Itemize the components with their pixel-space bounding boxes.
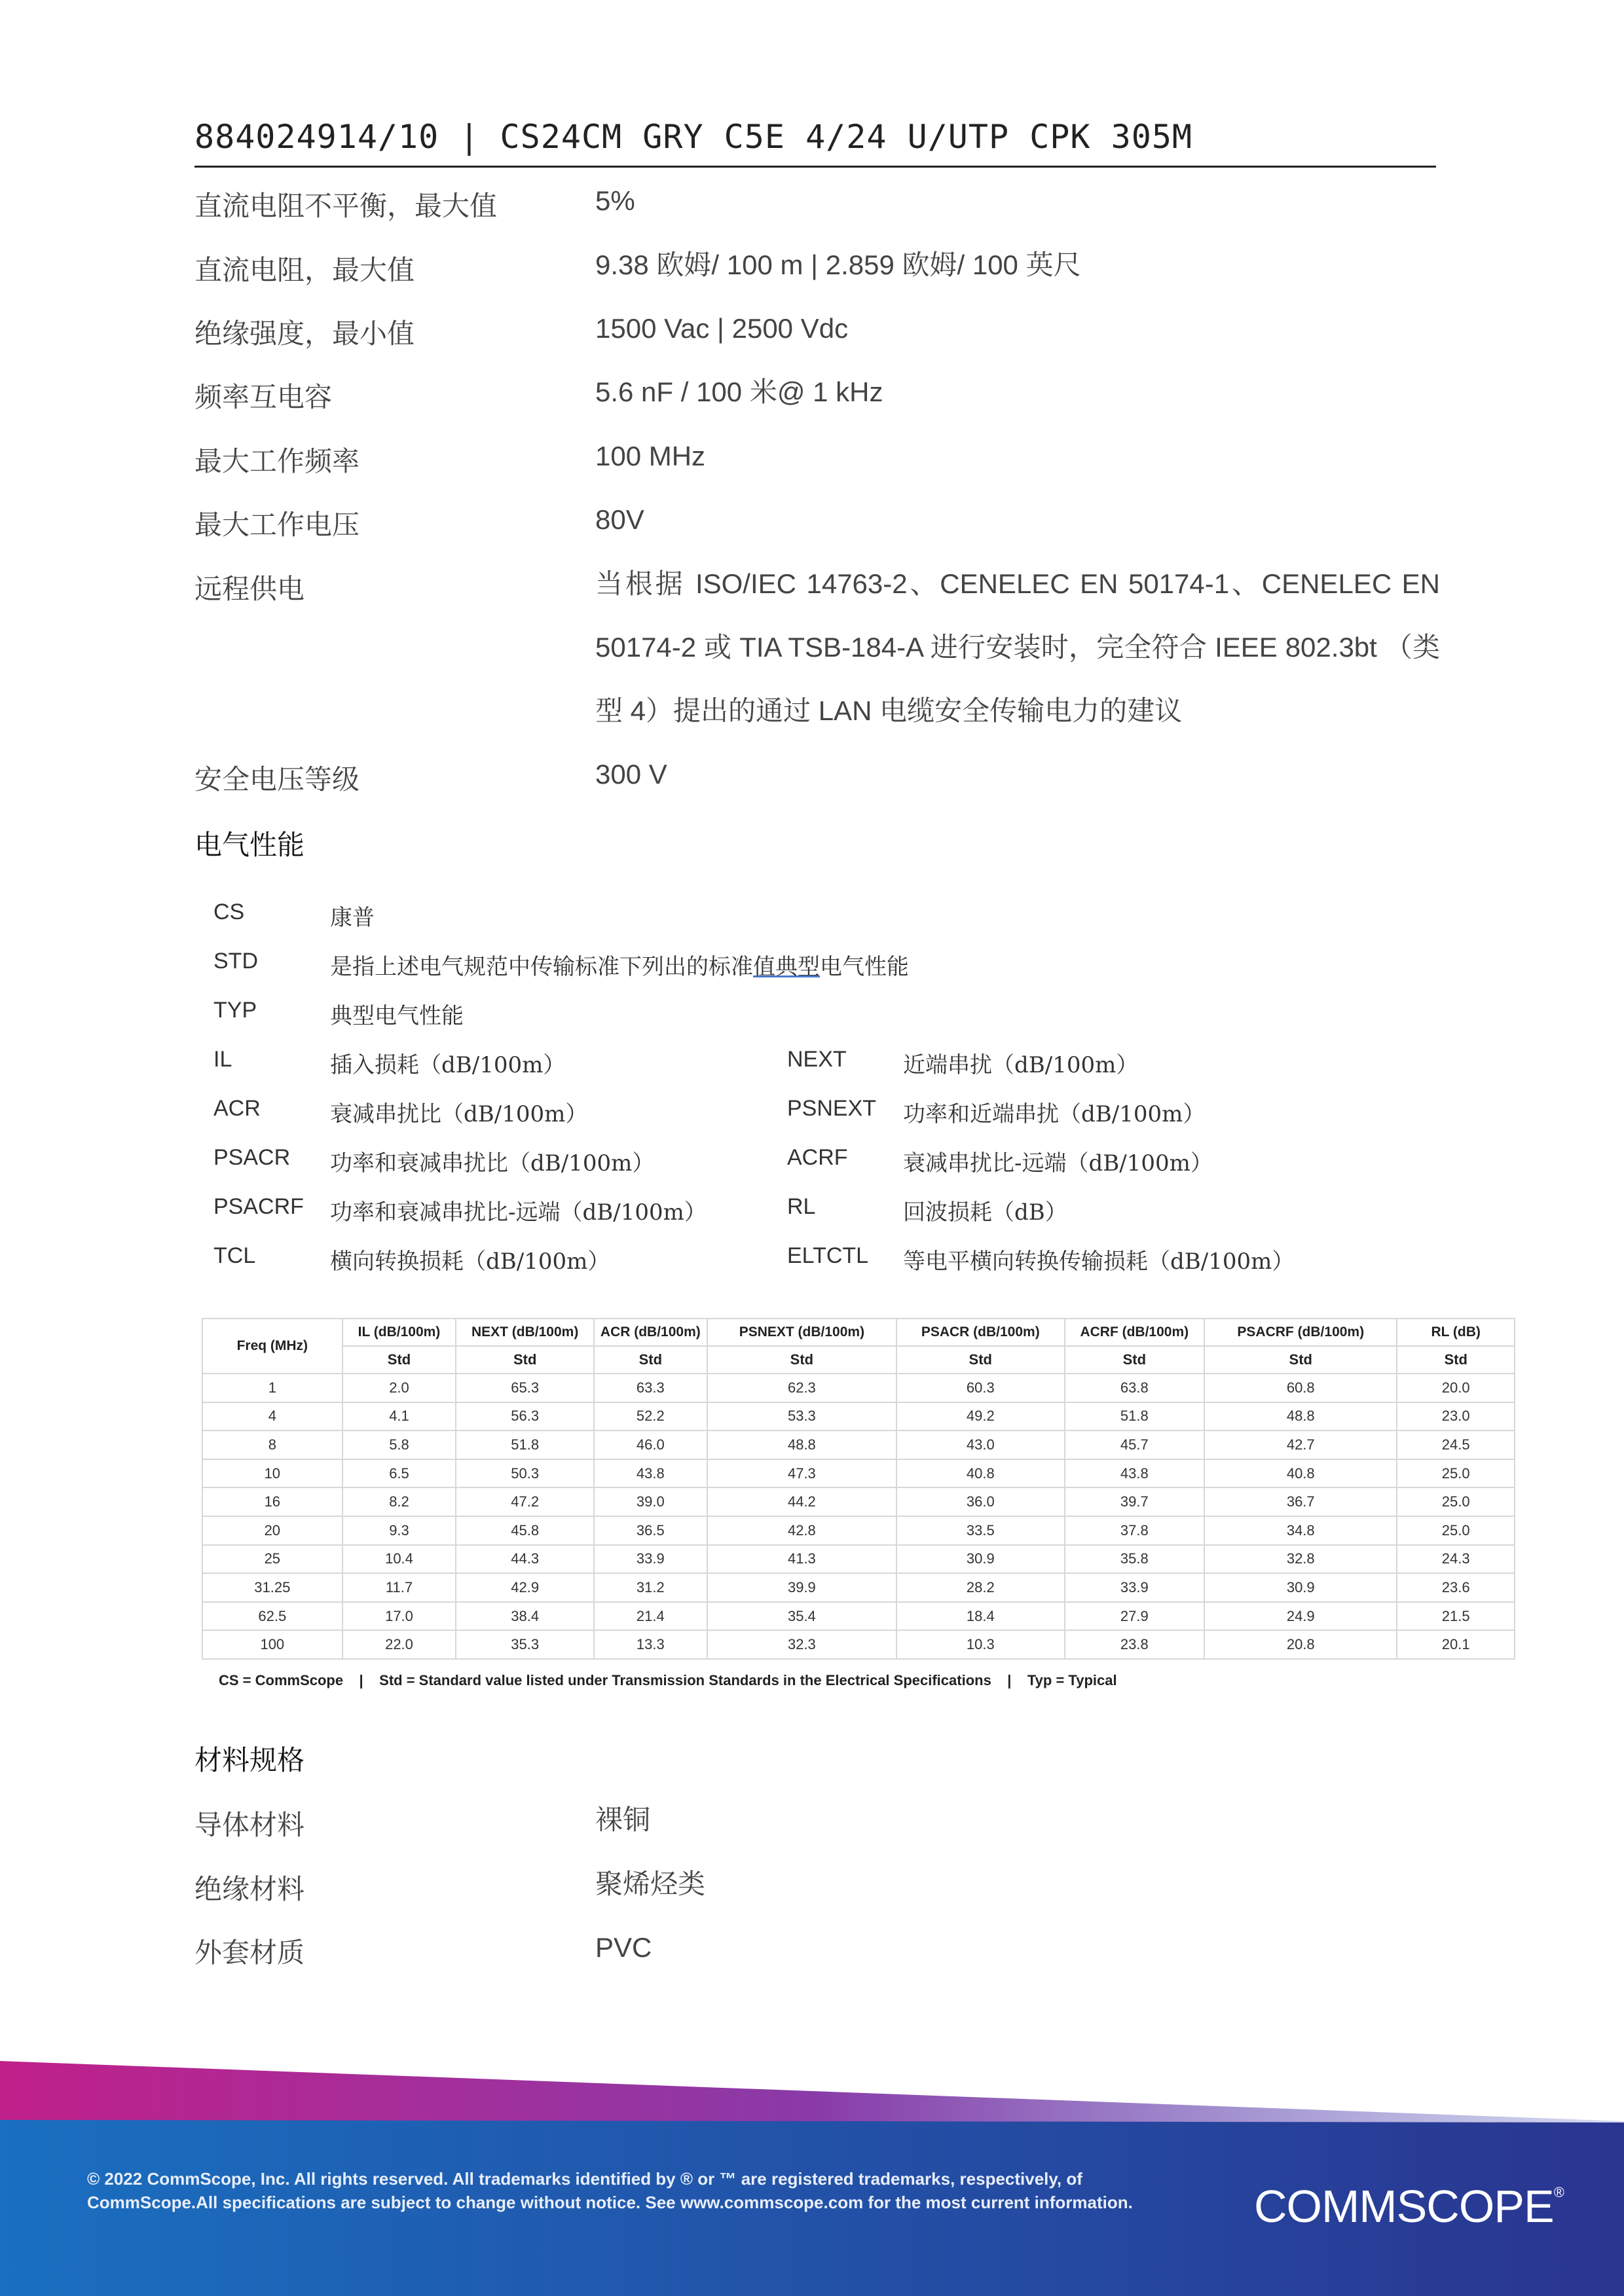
value-cell: 10.4 bbox=[342, 1545, 456, 1574]
spec-label: 绝缘强度，最小值 bbox=[194, 318, 415, 350]
abbr-term: ELTCTL bbox=[787, 1243, 869, 1268]
value-cell: 44.2 bbox=[707, 1487, 896, 1516]
value-cell: 65.3 bbox=[456, 1374, 594, 1402]
value-cell: 49.2 bbox=[896, 1402, 1064, 1431]
value-cell: 52.2 bbox=[594, 1402, 707, 1431]
freq-cell: 16 bbox=[202, 1487, 342, 1516]
column-header: PSACR (dB/100m) bbox=[896, 1319, 1064, 1346]
value-cell: 35.3 bbox=[456, 1630, 594, 1659]
value-cell: 25.0 bbox=[1397, 1487, 1515, 1516]
value-cell: 60.8 bbox=[1204, 1374, 1397, 1402]
sub-header: Std bbox=[456, 1346, 594, 1374]
value-cell: 47.2 bbox=[456, 1487, 594, 1516]
table-row bbox=[202, 1487, 1515, 1516]
abbr-desc: 衰减串扰比（dB/100m） bbox=[330, 1101, 588, 1127]
abbr-term: ACR bbox=[213, 1096, 261, 1121]
column-header: ACRF (dB/100m) bbox=[1065, 1319, 1205, 1346]
freq-cell: 31.25 bbox=[202, 1573, 342, 1602]
abbr-term: PSACR bbox=[213, 1145, 291, 1170]
value-cell: 23.8 bbox=[1065, 1630, 1205, 1659]
abbr-term: ACRF bbox=[787, 1145, 848, 1170]
value-cell: 62.3 bbox=[707, 1374, 896, 1402]
value-cell: 20.8 bbox=[1204, 1630, 1397, 1659]
table-row bbox=[202, 1573, 1515, 1602]
value-cell: 22.0 bbox=[342, 1630, 456, 1659]
value-cell: 13.3 bbox=[594, 1630, 707, 1659]
value-cell: 5.8 bbox=[342, 1430, 456, 1459]
abbr-desc: 回波损耗（dB） bbox=[903, 1199, 1067, 1226]
value-cell: 30.9 bbox=[896, 1545, 1064, 1574]
spec-label: 最大工作频率 bbox=[194, 445, 360, 477]
sub-header: Std bbox=[896, 1346, 1064, 1374]
abbr-term: TYP bbox=[213, 998, 257, 1023]
freq-cell: 100 bbox=[202, 1630, 342, 1659]
value-cell: 50.3 bbox=[456, 1459, 594, 1488]
value-cell: 11.7 bbox=[342, 1573, 456, 1602]
column-header: PSNEXT (dB/100m) bbox=[707, 1319, 896, 1346]
value-cell: 39.7 bbox=[1065, 1487, 1205, 1516]
value-cell: 40.8 bbox=[1204, 1459, 1397, 1488]
value-cell: 31.2 bbox=[594, 1573, 707, 1602]
value-cell: 25.0 bbox=[1397, 1459, 1515, 1488]
value-cell: 56.3 bbox=[456, 1402, 594, 1431]
sub-header: Std bbox=[1065, 1346, 1205, 1374]
abbr-term: PSNEXT bbox=[787, 1096, 877, 1121]
value-cell: 63.3 bbox=[594, 1374, 707, 1402]
value-cell: 36.7 bbox=[1204, 1487, 1397, 1516]
document-title: 884024914/10 | CS24CM GRY C5E 4/24 U/UTP CPK 305M bbox=[194, 118, 1436, 168]
abbr-term: TCL bbox=[213, 1243, 256, 1268]
value-cell: 36.0 bbox=[896, 1487, 1064, 1516]
value-cell: 6.5 bbox=[342, 1459, 456, 1488]
value-cell: 28.2 bbox=[896, 1573, 1064, 1602]
value-cell: 33.9 bbox=[1065, 1573, 1205, 1602]
value-cell: 40.8 bbox=[896, 1459, 1064, 1488]
freq-cell: 1 bbox=[202, 1374, 342, 1402]
value-cell: 43.8 bbox=[1065, 1459, 1205, 1488]
abbr-term: RL bbox=[787, 1194, 816, 1219]
table-legend-note: CS = CommScope | Std = Standard value listed under Transmission Standards in the Electrical Specifications | Typ = Typical bbox=[219, 1672, 1117, 1688]
freq-cell: 25 bbox=[202, 1545, 342, 1574]
spec-label: 直流电阻，最大值 bbox=[194, 254, 415, 286]
value-cell: 46.0 bbox=[594, 1430, 707, 1459]
value-cell: 20.1 bbox=[1397, 1630, 1515, 1659]
value-cell: 48.8 bbox=[1204, 1402, 1397, 1431]
spec-value: 当根据 ISO/IEC 14763-2、CENELEC EN 50174-1、CENELEC EN 50174-2 或 TIA TSB-184-A 进行安装时，完全符合 IEEE 802.3bt （类型 4）提出的通过 LAN 电缆安全传输电力的建议 bbox=[595, 568, 1440, 726]
abbr-desc: 插入损耗（dB/100m） bbox=[330, 1052, 566, 1078]
value-cell: 32.3 bbox=[707, 1630, 896, 1659]
sub-header: Std bbox=[1397, 1346, 1515, 1374]
abbr-term: CS bbox=[213, 900, 245, 924]
abbr-desc: 近端串扰（dB/100m） bbox=[903, 1052, 1139, 1078]
value-cell: 41.3 bbox=[707, 1545, 896, 1574]
spec-value: 5.6 nF / 100 米@ 1 kHz bbox=[595, 376, 883, 407]
value-cell: 38.4 bbox=[456, 1602, 594, 1631]
value-cell: 27.9 bbox=[1065, 1602, 1205, 1631]
spec-label: 安全电压等级 bbox=[194, 763, 360, 795]
sub-header: Std bbox=[1204, 1346, 1397, 1374]
value-cell: 48.8 bbox=[707, 1430, 896, 1459]
value-cell: 24.3 bbox=[1397, 1545, 1515, 1574]
value-cell: 51.8 bbox=[456, 1430, 594, 1459]
material-label: 外套材质 bbox=[194, 1937, 305, 1969]
value-cell: 34.8 bbox=[1204, 1516, 1397, 1545]
spec-value: 300 V bbox=[595, 759, 667, 790]
value-cell: 4.1 bbox=[342, 1402, 456, 1431]
value-cell: 33.5 bbox=[896, 1516, 1064, 1545]
value-cell: 45.7 bbox=[1065, 1430, 1205, 1459]
value-cell: 37.8 bbox=[1065, 1516, 1205, 1545]
table-row bbox=[202, 1430, 1515, 1459]
table-row bbox=[202, 1602, 1515, 1631]
column-header: PSACRF (dB/100m) bbox=[1204, 1319, 1397, 1346]
material-value: PVC bbox=[595, 1932, 652, 1963]
table-row bbox=[202, 1374, 1515, 1402]
freq-cell: 8 bbox=[202, 1430, 342, 1459]
abbr-term: NEXT bbox=[787, 1047, 847, 1072]
sub-header: Std bbox=[707, 1346, 896, 1374]
abbr-desc: 等电平横向转换传输损耗（dB/100m） bbox=[903, 1248, 1295, 1275]
value-cell: 43.8 bbox=[594, 1459, 707, 1488]
value-cell: 30.9 bbox=[1204, 1573, 1397, 1602]
value-cell: 63.8 bbox=[1065, 1374, 1205, 1402]
section-heading-electrical: 电气性能 bbox=[194, 829, 305, 861]
column-header: IL (dB/100m) bbox=[342, 1319, 456, 1346]
column-header: NEXT (dB/100m) bbox=[456, 1319, 594, 1346]
spec-label: 最大工作电压 bbox=[194, 509, 360, 541]
value-cell: 8.2 bbox=[342, 1487, 456, 1516]
freq-cell: 10 bbox=[202, 1459, 342, 1488]
table-row bbox=[202, 1402, 1515, 1431]
value-cell: 42.7 bbox=[1204, 1430, 1397, 1459]
value-cell: 43.0 bbox=[896, 1430, 1064, 1459]
abbr-desc: 功率和衰减串扰比（dB/100m） bbox=[330, 1150, 655, 1176]
value-cell: 47.3 bbox=[707, 1459, 896, 1488]
column-header: RL (dB) bbox=[1397, 1319, 1515, 1346]
value-cell: 42.8 bbox=[707, 1516, 896, 1545]
value-cell: 35.8 bbox=[1065, 1545, 1205, 1574]
spec-label: 直流电阻不平衡，最大值 bbox=[194, 190, 498, 222]
value-cell: 20.0 bbox=[1397, 1374, 1515, 1402]
abbr-desc: 是指上述电气规范中传输标准下列出的标准值典型电气性能 bbox=[330, 954, 909, 980]
abbr-desc: 典型电气性能 bbox=[330, 1003, 464, 1029]
material-label: 绝缘材料 bbox=[194, 1873, 305, 1905]
value-cell: 51.8 bbox=[1065, 1402, 1205, 1431]
value-cell: 39.0 bbox=[594, 1487, 707, 1516]
spec-value: 9.38 欧姆/ 100 m | 2.859 欧姆/ 100 英尺 bbox=[595, 249, 1081, 280]
spec-value: 1500 Vac | 2500 Vdc bbox=[595, 313, 849, 344]
sub-header: Std bbox=[342, 1346, 456, 1374]
abbr-desc: 功率和近端串扰（dB/100m） bbox=[903, 1101, 1206, 1127]
material-label: 导体材料 bbox=[194, 1809, 305, 1841]
sub-header: Std bbox=[594, 1346, 707, 1374]
spec-value: 100 MHz bbox=[595, 441, 706, 471]
column-header: ACR (dB/100m) bbox=[594, 1319, 707, 1346]
freq-cell: 62.5 bbox=[202, 1602, 342, 1631]
value-cell: 2.0 bbox=[342, 1374, 456, 1402]
abbr-term: STD bbox=[213, 949, 258, 974]
abbr-desc: 功率和衰减串扰比-远端（dB/100m） bbox=[330, 1199, 707, 1226]
freq-cell: 20 bbox=[202, 1516, 342, 1545]
spec-value: 5% bbox=[595, 185, 635, 216]
value-cell: 35.4 bbox=[707, 1602, 896, 1631]
abbr-term: IL bbox=[213, 1047, 232, 1072]
value-cell: 24.5 bbox=[1397, 1430, 1515, 1459]
commscope-logo: COMMSCOPE® bbox=[1254, 2181, 1564, 2232]
value-cell: 25.0 bbox=[1397, 1516, 1515, 1545]
material-value: 裸铜 bbox=[595, 1804, 651, 1836]
spec-label: 频率互电容 bbox=[194, 381, 333, 413]
value-cell: 10.3 bbox=[896, 1630, 1064, 1659]
spec-label: 远程供电 bbox=[194, 573, 305, 605]
table-header-row bbox=[202, 1319, 1515, 1346]
value-cell: 33.9 bbox=[594, 1545, 707, 1574]
value-cell: 45.8 bbox=[456, 1516, 594, 1545]
table-row bbox=[202, 1630, 1515, 1659]
abbr-desc: 康普 bbox=[330, 905, 375, 931]
abbr-desc: 横向转换损耗（dB/100m） bbox=[330, 1248, 610, 1275]
value-cell: 32.8 bbox=[1204, 1545, 1397, 1574]
value-cell: 42.9 bbox=[456, 1573, 594, 1602]
performance-table bbox=[202, 1318, 1515, 1660]
value-cell: 18.4 bbox=[896, 1602, 1064, 1631]
value-cell: 23.6 bbox=[1397, 1573, 1515, 1602]
value-cell: 21.4 bbox=[594, 1602, 707, 1631]
value-cell: 36.5 bbox=[594, 1516, 707, 1545]
value-cell: 9.3 bbox=[342, 1516, 456, 1545]
table-row bbox=[202, 1545, 1515, 1574]
material-value: 聚烯烃类 bbox=[595, 1868, 706, 1900]
table-row bbox=[202, 1516, 1515, 1545]
value-cell: 53.3 bbox=[707, 1402, 896, 1431]
table-row bbox=[202, 1459, 1515, 1488]
abbr-term: PSACRF bbox=[213, 1194, 304, 1219]
value-cell: 60.3 bbox=[896, 1374, 1064, 1402]
value-cell: 17.0 bbox=[342, 1602, 456, 1631]
value-cell: 39.9 bbox=[707, 1573, 896, 1602]
spec-value: 80V bbox=[595, 504, 644, 535]
value-cell: 44.3 bbox=[456, 1545, 594, 1574]
value-cell: 21.5 bbox=[1397, 1602, 1515, 1631]
abbr-desc: 衰减串扰比-远端（dB/100m） bbox=[903, 1150, 1213, 1176]
column-header: Freq (MHz) bbox=[202, 1319, 342, 1374]
freq-cell: 4 bbox=[202, 1402, 342, 1431]
table-subheader-row bbox=[202, 1346, 1515, 1374]
value-cell: 23.0 bbox=[1397, 1402, 1515, 1431]
footer-copyright: © 2022 CommScope, Inc. All rights reserved. All trademarks identified by ® or ™ are registered trademarks, respectively, of CommScope.All specifications are subject to change without notice. See www.commscope.com for the most current information. bbox=[87, 2169, 1133, 2212]
value-cell: 24.9 bbox=[1204, 1602, 1397, 1631]
section-heading-materials: 材料规格 bbox=[194, 1744, 305, 1776]
